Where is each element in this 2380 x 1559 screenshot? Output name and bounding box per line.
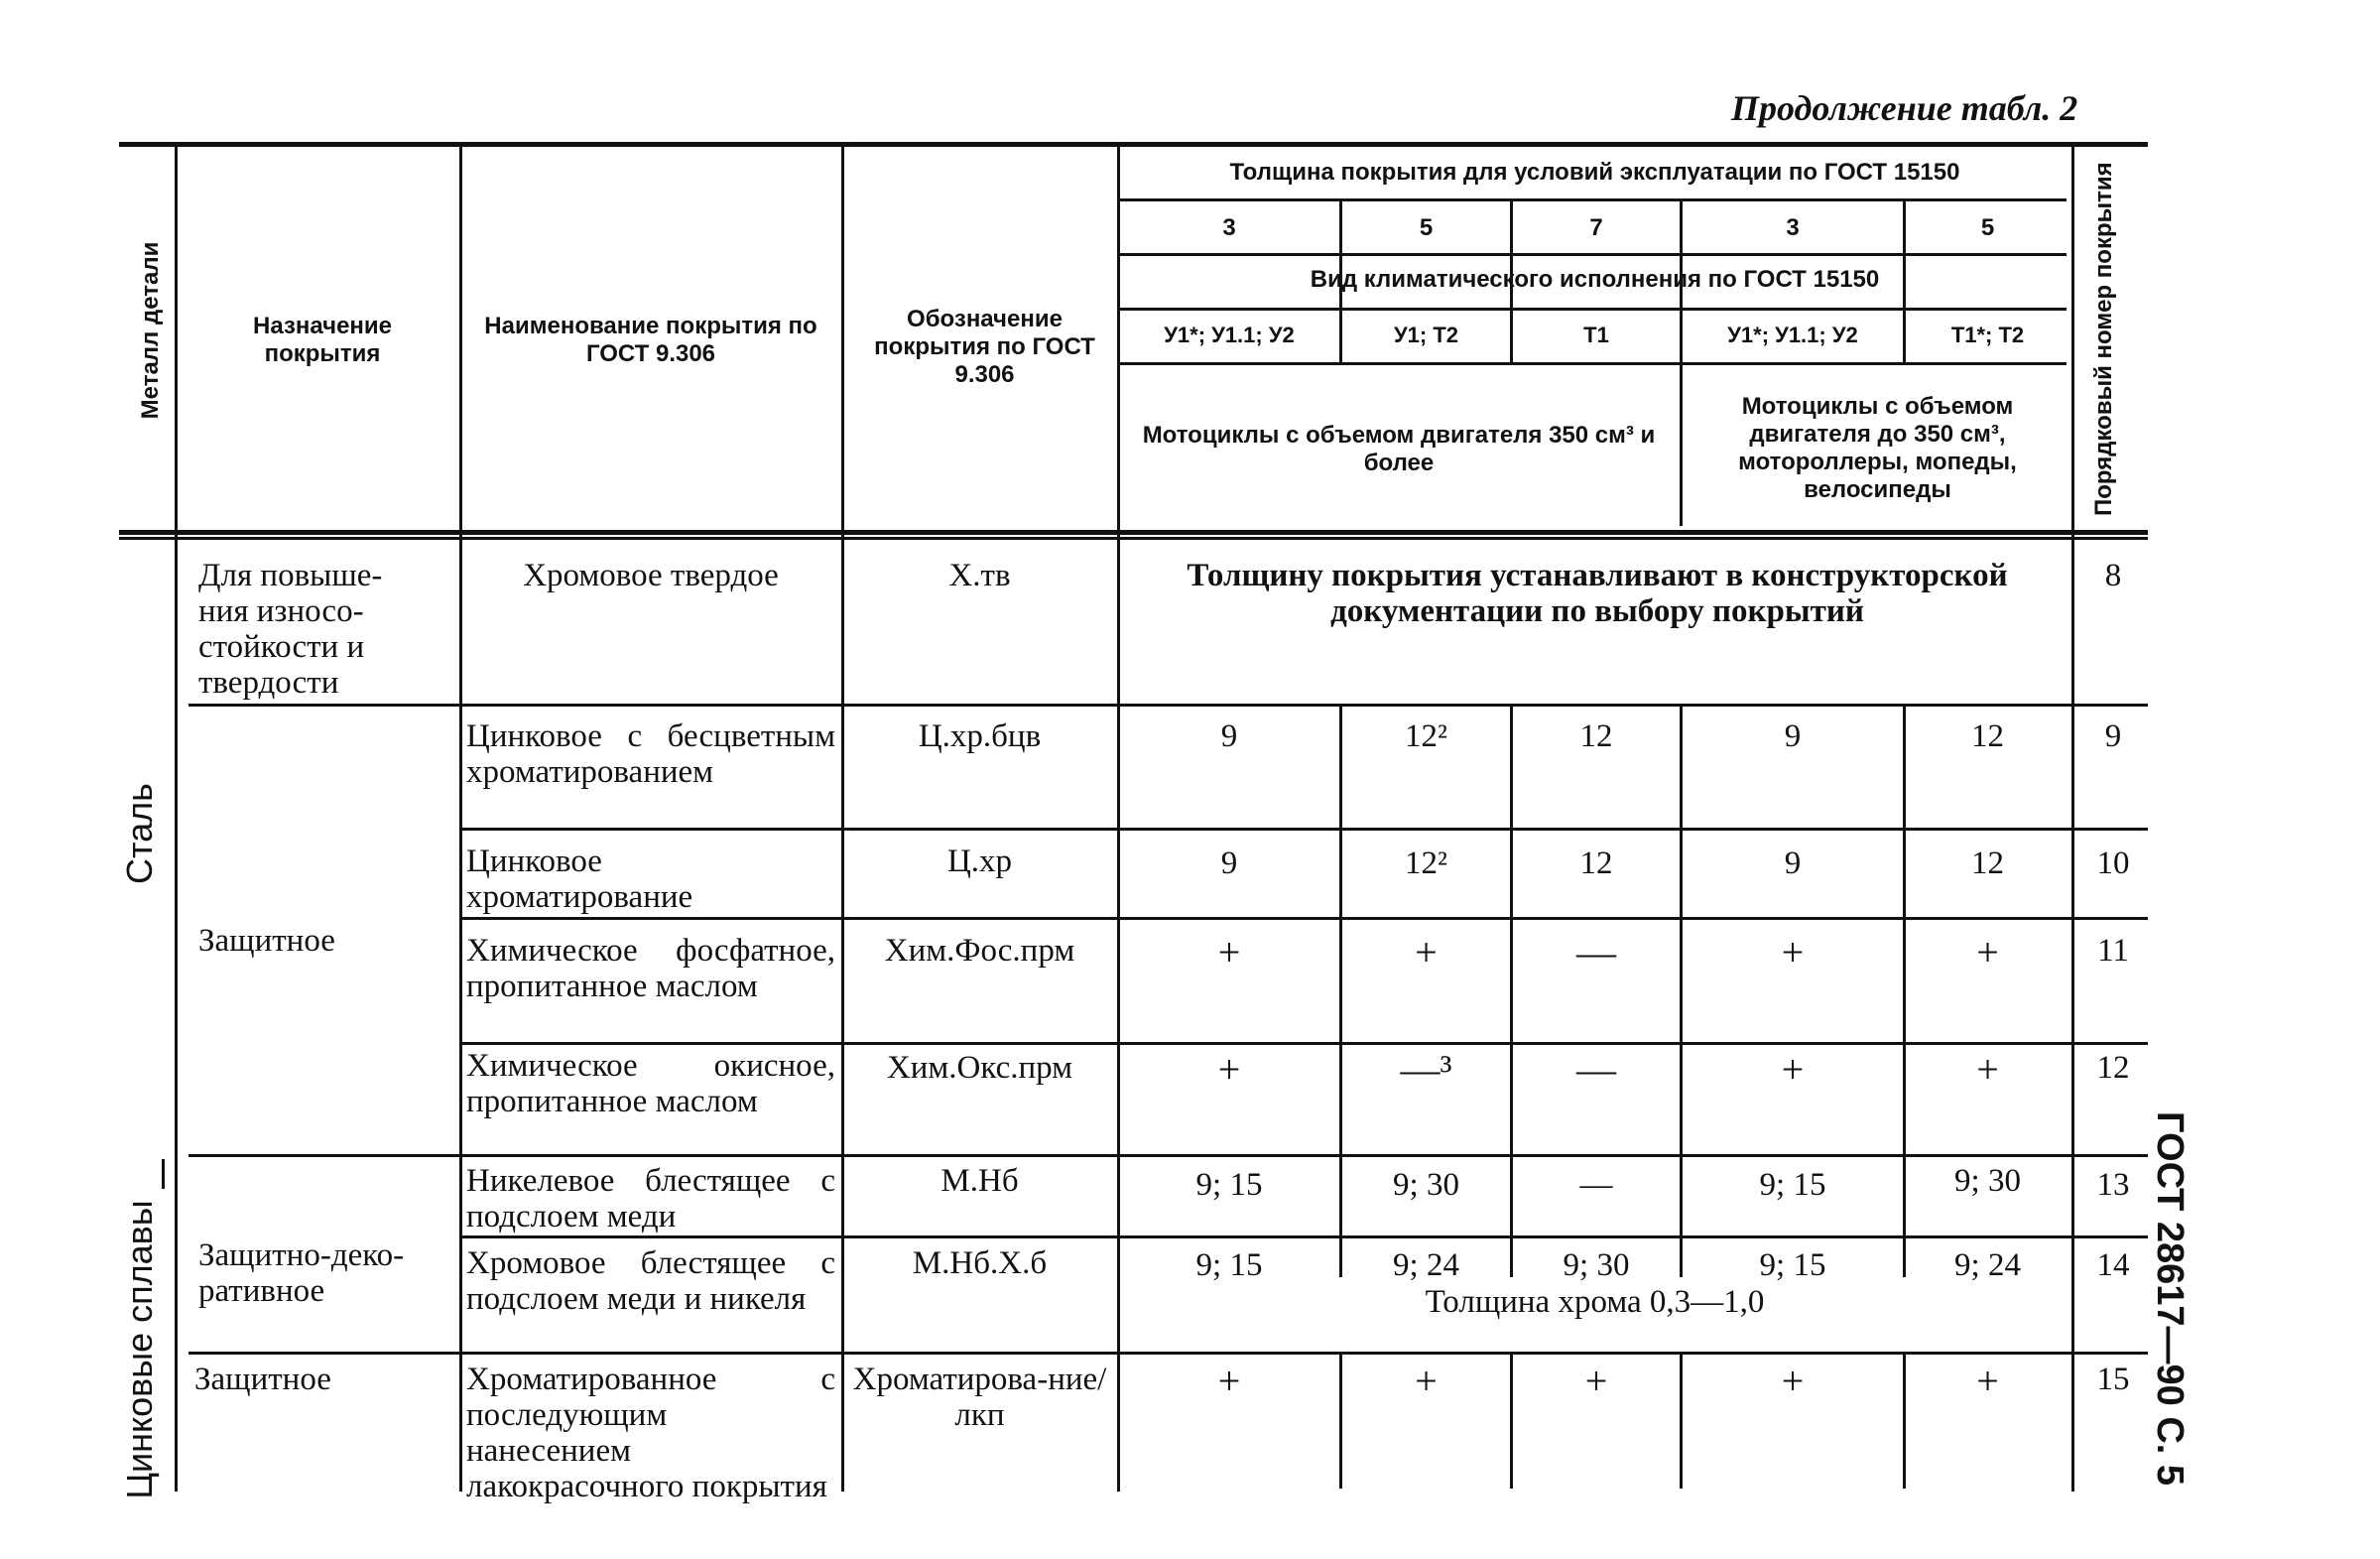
coating-code: Хроматирова-ние/лкп [852,1362,1107,1433]
coating-code: М.Нб.Х.б [912,1245,1048,1281]
coating-code: Ц.хр [946,844,1013,879]
climate: У1*; У1.1; У2 [1164,323,1295,347]
thickness-value: 9; 15 [1759,1247,1826,1283]
thickness-value: + [1976,1047,1999,1092]
thickness-value: — [1576,930,1616,974]
order-number: 11 [2097,933,2129,969]
rule [188,704,461,707]
thickness-value: 9; 30 [1563,1247,1630,1283]
rule [1119,308,2067,311]
metal-zinc: Цинковые сплавы [119,1200,160,1499]
thickness-value: 12 [1579,845,1613,881]
coating-name: Химическое окисное, пропитанное маслом [466,1048,835,1119]
continuation-caption: Продолжение табл. 2 [1731,88,2078,128]
thickness-value: + [1976,1359,1999,1403]
order-number: 9 [2104,718,2122,754]
climate: Т1*; Т2 [1950,323,2025,347]
purpose-protective-2: Защитное [194,1362,331,1397]
thickness-value: + [1415,930,1438,974]
thickness-value: 9 [1220,718,1238,754]
coating-code: М.Нб [940,1163,1019,1199]
thickness-value: — [1576,1047,1616,1092]
coating-code: Хим.Фос.прм [884,933,1075,969]
thickness-value: + [1781,1359,1805,1403]
climate: Т1 [1583,323,1609,347]
thickness-value: 12 [1971,718,2004,754]
rule [461,828,2148,831]
thickness-value: + [1217,930,1241,974]
coating-name: Хромовое твердое [523,558,779,593]
coating-name: Химическое фосфатное, пропитанное маслом [466,933,835,1004]
condition: 5 [1419,214,1434,241]
coating-name: Цинковое с бесцветным хроматированием [466,718,835,790]
col-rule [459,142,462,1492]
condition: 5 [1980,214,1995,241]
header-bottom-rule-2 [119,537,2148,540]
thickness-value: + [1584,1359,1608,1403]
header-order: Порядковый номер покрытия [2090,162,2117,516]
rule [188,1352,2148,1355]
order-number: 13 [2096,1167,2130,1203]
thickness-value: 9; 24 [1954,1247,2021,1283]
coating-note: Толщина хрома 0,3—1,0 [1126,1284,2064,1320]
thickness-value: + [1781,1047,1805,1092]
coating-code: Ц.хр.бцв [918,718,1042,754]
climate: У1; Т2 [1393,323,1459,347]
rule [461,704,2148,707]
purpose-protective-decorative: Защитно-деко-ративное [198,1237,405,1309]
header-group-b: Мотоциклы с объемом двигателя до 350 см³, мотороллеры, мопеды, велосипеды [1738,393,2017,503]
thickness-value: 12 [1579,718,1613,754]
thickness-value: 12² [1405,718,1447,754]
purpose-wear: Для повыше-ния износо-стойкости и твердости [198,558,383,701]
header-bottom-rule [119,530,2148,535]
thickness-value: + [1781,930,1805,974]
coating-name: Хроматированное с последующим нанесением лакокрасочного покрытия [466,1362,835,1504]
header-name: Наименование покрытия по ГОСТ 9.306 [484,313,817,367]
rule [1119,253,2067,256]
thickness-value: 9 [1784,718,1802,754]
thickness-value: 12² [1405,845,1447,881]
thickness-value: 9; 15 [1195,1167,1263,1203]
condition: 3 [1786,214,1800,241]
thickness-value: + [1415,1359,1438,1403]
thickness-value: 9 [1220,845,1238,881]
header-purpose: Назначение покрытия [252,313,393,367]
header-metal: Металл детали [137,241,164,420]
coating-code: Хим.Окс.прм [886,1050,1073,1086]
order-number: 10 [2096,845,2130,881]
table-top-rule [119,142,2148,147]
rule [461,1235,2148,1238]
rule [461,1042,2148,1045]
coating-name: Цинковое хроматирование [466,844,693,915]
thickness-value: 9 [1784,845,1802,881]
header-group-a: Мотоциклы с объемом двигателя 350 см³ и более [1142,422,1656,476]
thickness-value: —³ [1400,1047,1452,1092]
rule [188,1154,2148,1157]
rule [461,917,2148,920]
col-rule [175,142,178,1492]
thickness-value: 9; 15 [1759,1167,1826,1203]
header-designation: Обозначение покрытия по ГОСТ 9.306 [874,306,1095,388]
col-rule [1680,198,1683,526]
purpose-protective: Защитное [198,923,335,959]
order-number: 15 [2096,1362,2130,1397]
coating-name: Никелевое блестящее с подслоем меди [466,1163,835,1234]
thickness-value: 9; 24 [1393,1247,1459,1283]
thickness-value: 12 [1971,845,2004,881]
thickness-value: + [1217,1047,1241,1092]
coating-name: Хромовое блестящее с подслоем меди и никеля [466,1245,835,1317]
thickness-value: 9; 30 [1954,1163,2021,1199]
group-divider [162,1159,165,1189]
order-number: 8 [2104,558,2122,593]
coating-note: Толщину покрытия устанавливают в конструкторской документации по выбору покрытий [1187,558,2008,629]
thickness-value: 9; 30 [1393,1167,1459,1203]
document-page: Продолжение табл. 2 ГОСТ 28617—90 С. 5 Металл детали Назначение покрытия Наименование покрытия по ГОСТ 9.306 Обозначение покрытия по ГОСТ 9.306 Толщина покрытия для условий эксплуатации по ГОСТ 15150 3 5 7 3 5 Вид климатического исполнения по ГОСТ 15150 У1*; У1.1; У2 У1; Т2 Т1 У1*; У1.1; У2 Т1*; Т2 Мотоциклы с объемом двигателя 350 см³ и более Мотоциклы с объемом двигателя до 350 см³, мотороллеры, мопеды, велосипеды Порядковый номер покрытия Сталь Цинковые сплавы Для повыше-ния износо-стойкости и твердости Защитное Защитно-деко-ративное Защитное Хромовое твердое Х.тв Толщину покрытия устанавливают в конструкторской документации по выбору покрытий 8 Цинковое с бесцветным хроматированием Ц.хр.бцв 9 12² 12 9 12 9 Цинковое хроматирование Ц.хр 9 12² 12 9 12 10 Химическое фосфатное, пропитанное маслом Хим.Фос.прм + + — + + 11 Химическое окисное, пропитанное маслом Хим.Окс.прм + —³ — + + 12 Никелевое блестящее с подслоем меди М.Нб 9; 15 9; 30 — 9; 15 9; 30 13 Хромовое блестящее с подслоем меди и никеля М.Нб.Х.б 9; 15 9; 24 9; 30 9; 15 9; 24 Толщина хрома 0,3—1,0 14 Хроматированное с последующим нанесением лакокрасочного покрытия Хроматирова-ние/лкп + + + + + 15 [0,0,2380,1559]
rule [1119,362,2067,365]
col-rule [2071,142,2074,1492]
thickness-value: + [1217,1359,1241,1403]
header-thickness: Толщина покрытия для условий эксплуатации по ГОСТ 15150 [1229,159,1960,186]
rule [1119,198,2067,201]
thickness-value: — [1579,1167,1613,1203]
condition: 7 [1589,214,1603,241]
thickness-value: + [1976,930,1999,974]
col-rule [841,142,844,1492]
header-climate: Вид климатического исполнения по ГОСТ 15150 [1310,266,1880,293]
metal-steel: Сталь [119,783,160,884]
thickness-value: 9; 15 [1195,1247,1263,1283]
condition: 3 [1222,214,1236,241]
order-number: 14 [2096,1247,2130,1283]
climate: У1*; У1.1; У2 [1727,323,1858,347]
coating-code: Х.тв [948,558,1011,593]
order-number: 12 [2096,1050,2130,1086]
